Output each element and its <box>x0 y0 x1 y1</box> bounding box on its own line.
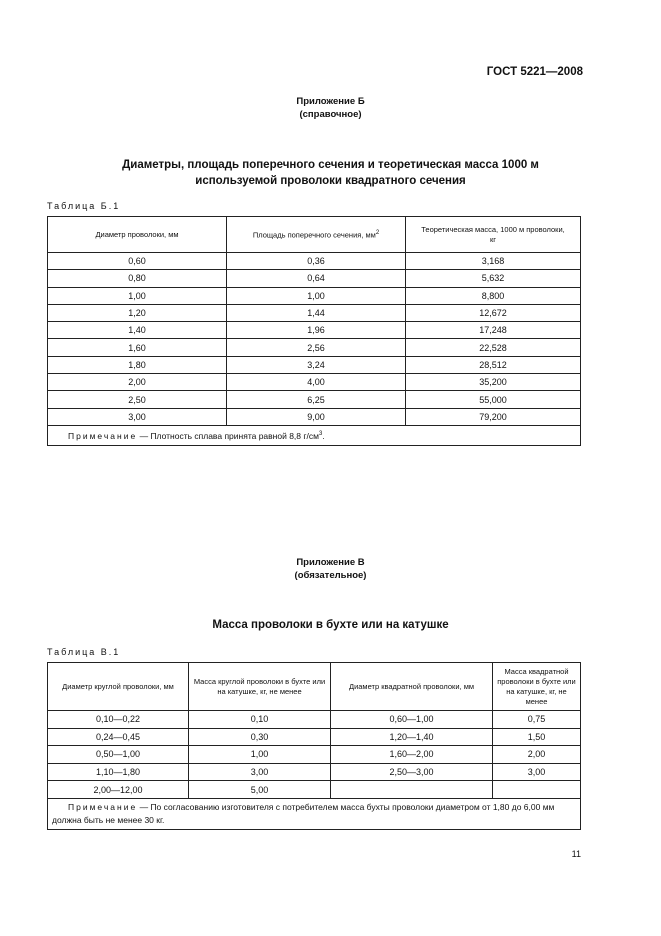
table-v1-col-square-mass: Масса квадратной проволоки в бухте или на катушке, кг, не менее <box>493 663 581 711</box>
table-v1-data-cell <box>493 781 581 799</box>
table-b1-data-cell: 35,200 <box>406 374 581 391</box>
table-v1-data-cell: 0,24—0,45 <box>48 728 189 746</box>
table-v1-data-cell: 0,10—0,22 <box>48 711 189 729</box>
table-v1-data-cell: 1,50 <box>493 728 581 746</box>
table-b1-header-row <box>48 217 581 253</box>
appendix-v-title: Приложение В <box>296 557 365 568</box>
table-v1-col-round-diameter: Диаметр круглой проволоки, мм <box>48 663 189 711</box>
table-b1-data-cell: 2,56 <box>227 339 406 356</box>
table-b1-data-cell: 3,24 <box>227 356 406 373</box>
page-number: 11 <box>571 849 581 859</box>
table-b1-data-row <box>48 253 581 270</box>
table-v1-data-cell: 1,00 <box>189 746 331 764</box>
table-b1-data-cell: 4,00 <box>227 374 406 391</box>
table-b1-data-cell: 0,60 <box>48 253 227 270</box>
table-b1-data-cell: 1,80 <box>48 356 227 373</box>
table-b1-data-row <box>48 374 581 391</box>
table-b1-data-cell: 17,248 <box>406 322 581 339</box>
note-prefix: Примечание <box>68 801 138 812</box>
table-v1-header-row <box>48 663 581 711</box>
note-prefix: Примечание <box>68 430 138 441</box>
appendix-b-heading-line2: используемой проволоки квадратного сечения <box>195 175 466 187</box>
table-b1-data-cell: 9,00 <box>227 408 406 425</box>
table-b1-data-cell: 6,25 <box>227 391 406 408</box>
table-b1-data-cell: 2,50 <box>48 391 227 408</box>
appendix-b-heading <box>0 157 661 189</box>
table-b1-data-cell: 0,64 <box>227 270 406 287</box>
table-b1-data-cell: 1,00 <box>48 287 227 304</box>
table-v1-data-cell: 3,00 <box>189 763 331 781</box>
table-b1-data-row <box>48 322 581 339</box>
table-v1-data-cell: 0,60—1,00 <box>331 711 493 729</box>
table-b1-data-cell: 22,528 <box>406 339 581 356</box>
appendix-v-heading: Масса проволоки в бухте или на катушке <box>212 619 449 631</box>
table-v1-data-cell: 0,50—1,00 <box>48 746 189 764</box>
table-b1-label: Таблица Б.1 <box>47 201 121 211</box>
table-v1-data-cell: 5,00 <box>189 781 331 799</box>
table-v1-data-cell: 0,75 <box>493 711 581 729</box>
table-v1-data-cell: 2,50—3,00 <box>331 763 493 781</box>
table-b1-data-cell: 1,20 <box>48 304 227 321</box>
table-v1-data-cell: 2,00—12,00 <box>48 781 189 799</box>
table-b1-data-cell: 1,00 <box>227 287 406 304</box>
document-code: ГОСТ 5221—2008 <box>486 66 583 78</box>
table-b1-data-cell: 3,168 <box>406 253 581 270</box>
table-b1-data-cell: 3,00 <box>48 408 227 425</box>
table-b1 <box>47 216 581 446</box>
table-b1-data-cell: 2,00 <box>48 374 227 391</box>
table-v1-col-round-mass: Масса круглой проволоки в бухте или на катушке, кг, не менее <box>189 663 331 711</box>
table-b1-data-row <box>48 391 581 408</box>
table-v1-data-row <box>48 763 581 781</box>
table-v1-data-row <box>48 781 581 799</box>
table-b1-data-cell: 1,60 <box>48 339 227 356</box>
table-v1-data-row <box>48 711 581 729</box>
table-b1-data-row <box>48 339 581 356</box>
table-b1-data-cell: 1,44 <box>227 304 406 321</box>
table-b1-data-cell: 0,80 <box>48 270 227 287</box>
table-b1-data-row <box>48 287 581 304</box>
table-v1 <box>47 662 581 830</box>
table-b1-data-cell: 8,800 <box>406 287 581 304</box>
table-v1-data-cell: 1,60—2,00 <box>331 746 493 764</box>
appendix-b-title: Приложение Б <box>296 96 365 107</box>
table-v1-data-cell: 3,00 <box>493 763 581 781</box>
table-v1-label: Таблица В.1 <box>47 647 121 657</box>
table-b1-data-row <box>48 408 581 425</box>
table-b1-data-row <box>48 304 581 321</box>
table-b1-data-cell: 1,96 <box>227 322 406 339</box>
table-v1-data-cell <box>331 781 493 799</box>
table-v1-note: Примечание — По согласованию изготовителя с потребителем масса бухты проволоки диаметром от 1,80 до 6,00 мм должна быть не менее 30 кг. <box>48 798 581 829</box>
table-b1-col-diameter: Диаметр проволоки, мм <box>48 217 227 253</box>
table-v1-col-square-diameter: Диаметр квадратной проволоки, мм <box>331 663 493 711</box>
table-b1-data-row <box>48 270 581 287</box>
table-b1-data-cell: 28,512 <box>406 356 581 373</box>
table-b1-data-cell: 12,672 <box>406 304 581 321</box>
appendix-v-status: (обязательное) <box>294 570 367 581</box>
table-v1-data-cell: 0,30 <box>189 728 331 746</box>
table-v1-data-cell: 1,20—1,40 <box>331 728 493 746</box>
table-v1-data-cell: 0,10 <box>189 711 331 729</box>
table-v1-data-row <box>48 728 581 746</box>
table-b1-data-cell: 79,200 <box>406 408 581 425</box>
table-b1-data-row <box>48 356 581 373</box>
table-v1-data-cell: 2,00 <box>493 746 581 764</box>
table-b1-note: Примечание — Плотность сплава принята равной 8,8 $г/см^3$. <box>48 425 581 445</box>
table-b1-data-cell: 5,632 <box>406 270 581 287</box>
table-b1-col-mass: Теоретическая масса, 1000 м проволоки, кг <box>406 217 581 253</box>
table-b1-data-cell: 0,36 <box>227 253 406 270</box>
table-v1-data-cell: 1,10—1,80 <box>48 763 189 781</box>
table-v1-data-row <box>48 746 581 764</box>
appendix-b-header <box>0 95 661 121</box>
table-b1-data-cell: 1,40 <box>48 322 227 339</box>
appendix-b-status: (справочное) <box>299 109 362 120</box>
appendix-v-header <box>0 556 661 582</box>
appendix-b-heading-line1: Диаметры, площадь поперечного сечения и теоретическая масса 1000 м <box>122 159 539 171</box>
table-b1-data-cell: 55,000 <box>406 391 581 408</box>
table-b1-col-area: Площадь поперечного сечения, $мм^2$ <box>227 217 406 253</box>
